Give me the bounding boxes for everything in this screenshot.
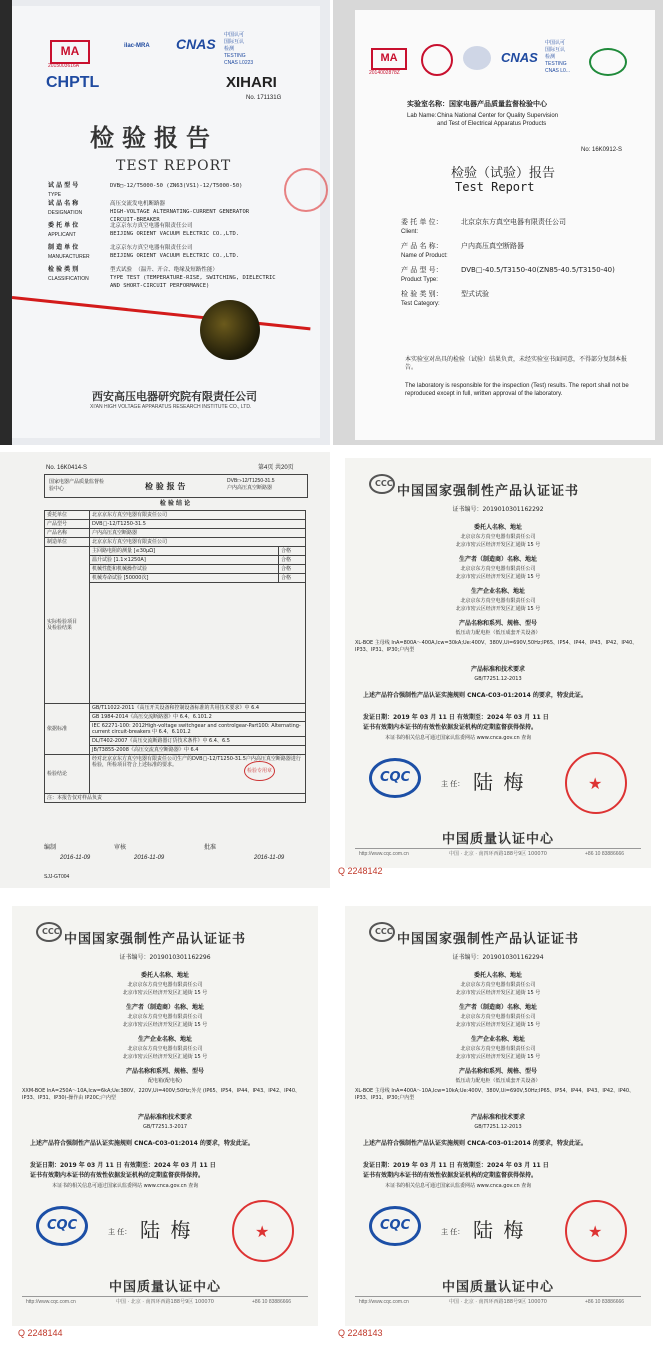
table-row — [45, 511, 306, 520]
cell-result: 合格 — [279, 565, 306, 574]
cell-item: 机械寿命试验 [50000次] — [90, 574, 279, 583]
row-label-en: Client: — [401, 229, 419, 235]
cert-rule: 上述产品符合强制性产品认证实施规则 CNCA-C03-01:2014 的要求，特发此证。 — [363, 1140, 587, 1147]
header-title: 检 验 报 告 — [145, 482, 186, 491]
signer-label: 主 任： — [441, 1228, 465, 1236]
conclusion-header: 检 验 结 论 — [159, 500, 191, 507]
ccc-certificate — [345, 906, 651, 1326]
xihari-logo: XIHARI — [226, 74, 277, 91]
cell-standard: IEC 62271-100: 2012High-voltage switchgear and controlgear-Part100: Alternating-current circuit-breakers 中 6.4、6.101.2 — [90, 722, 306, 737]
report-number: No. 171131G — [246, 95, 282, 101]
cert-product: 配电箱(配电板) — [148, 1078, 182, 1084]
cert-client-addr: 北京市密云区经济开发区汇通街 15 号 — [455, 542, 541, 548]
cert-rule: 上述产品符合强制性产品认证实施规则 CNCA-C03-01:2014 的要求，特发此证。 — [363, 692, 587, 699]
footer-url: http://www.cqc.com.cn — [26, 1299, 76, 1305]
cell-standards-label: 依据标准 — [45, 704, 90, 755]
cnas-logo: CNAS — [176, 36, 216, 52]
sign-date-approve: 2016-11-09 — [254, 855, 285, 861]
national-emblem-logo — [589, 48, 627, 76]
cell-value: DVB□-12/T1250-31.5 — [90, 520, 306, 529]
sign-label-approve: 批准 — [204, 845, 217, 851]
org-name-en: XI'AN HIGH VOLTAGE APPARATUS RESEARCH INSTITUTE CO., LTD. — [90, 404, 252, 410]
certificate-serial: Q 2248142 — [338, 866, 383, 876]
lab-name-cn: 实验室名称：国家电器产品质量监督检验中心 — [407, 100, 547, 108]
cert-factory-addr: 北京市密云区经济开发区汇通街 15 号 — [455, 606, 541, 612]
cert-validity: 证书有效期内本证书的有效性依据发证机构的定期监督获得保持。 — [30, 1172, 205, 1179]
page-footer: SJJ-GT004 — [44, 874, 70, 880]
report-number: No: 16K0912-S — [581, 147, 623, 153]
cert-client-addr: 北京市密云区经济开发区汇通街 15 号 — [122, 990, 208, 996]
cert-product: 低压动力配电柜（低压成套开关设备） — [455, 630, 541, 636]
row-label-cn: 检 验 类 别 — [48, 266, 79, 273]
footer-phone: +86 10 83886666 — [252, 1299, 292, 1305]
footer-divider — [355, 848, 641, 849]
report-cover-xihari — [0, 0, 330, 445]
cert-std-h: 产品标准和技术要求 — [137, 1114, 192, 1121]
cert-std-h: 产品标准和技术要求 — [470, 666, 525, 673]
ccc-logo-icon: CCC — [369, 474, 395, 494]
cert-factory: 北京京东方真空电器有限责任公司 — [460, 598, 536, 604]
footer-address: 中国 · 北京 · 南四环西路188号9区 100070 — [116, 1299, 214, 1305]
table-row — [45, 547, 306, 556]
table-row — [45, 538, 306, 547]
footer-address: 中国 · 北京 · 南四环西路188号9区 100070 — [449, 1299, 547, 1305]
table-row — [45, 704, 306, 713]
cert-product-h: 产品名称和系列、规格、型号 — [458, 1068, 537, 1075]
cell-result: 合格 — [279, 556, 306, 565]
cert-maker-addr: 北京市密云区经济开发区汇通街 15 号 — [455, 1022, 541, 1028]
cqc-logo-icon: CQC — [369, 758, 421, 798]
ilac-logo: ilac-MRA — [124, 43, 150, 49]
cell-item: 主回路电阻的测量 [≤30μΩ] — [90, 547, 279, 556]
sign-date-review: 2016-11-09 — [134, 855, 165, 861]
cert-factory: 北京京东方真空电器有限责任公司 — [127, 1046, 203, 1052]
cert-factory: 北京京东方真空电器有限责任公司 — [460, 1046, 536, 1052]
certificate-serial: Q 2248144 — [18, 1328, 63, 1338]
cert-org: 中国质量认证中心 — [441, 1280, 554, 1295]
conclusion-table — [44, 510, 306, 803]
table-row — [45, 755, 306, 794]
cert-query: 本证书的相关信息可通过国家认监委网站 www.cnca.gov.cn 查询 — [52, 1183, 199, 1189]
row-label-en: Name of Product: — [401, 253, 448, 259]
cqc-seal-stamp: ★ — [565, 1200, 627, 1262]
cert-std: GB/T7251.12-2013 — [474, 1124, 522, 1130]
cert-maker-h: 生产者（制造商）名称、地址 — [125, 1004, 204, 1011]
sign-date-compile: 2016-11-09 — [60, 855, 91, 861]
footer-phone: +86 10 83886666 — [585, 1299, 625, 1305]
cell-remark: 注：本报告仅对样品负责 — [45, 794, 306, 803]
cell-standard: GB 1984-2014《高压交流断路器》中 6.4、6.101.2 — [90, 713, 306, 722]
row-value: 北京京东方真空电器有限责任公司 BEIJING ORIENT VACUUM ELECTRIC CO.,LTD. — [110, 245, 240, 259]
row-value: 北京京东方真空电器有限责任公司 — [461, 218, 566, 226]
cert-product: 低压动力配电柜（低压成套开关设备） — [455, 1078, 541, 1084]
cert-client-h: 委托人名称、地址 — [140, 972, 189, 979]
cert-number: 证书编号：2019010301162294 — [452, 954, 544, 961]
cert-title: 中国国家强制性产品认证证书 — [397, 932, 580, 947]
cnas-side-text: 中国认可 国际互认 检测 TESTING CNAS L0223 — [224, 32, 254, 66]
row-label: 产 品 型 号： — [401, 266, 443, 274]
cert-maker: 北京京东方真空电器有限责任公司 — [127, 1014, 203, 1020]
footer-divider — [355, 1296, 641, 1297]
cert-dates: 发证日期：2019 年 03 月 11 日 有效期至：2024 年 03 月 11 日 — [363, 714, 549, 721]
conclusion-text: 经对北京京东方真空电器有限责任公司生产的DVB□-12/T1250-31.5户内高压真空断路器进行检验，所检项目符合上述标准的要求。 — [92, 756, 301, 768]
sign-label-compile: 编制 — [44, 845, 57, 851]
lab-name-en: China National Center for Quality Supervision and Test of Electrical Apparatus Products — [437, 113, 559, 127]
row-value: 高压交流发电机断路器 HIGH-VOLTAGE ALTERNATING-CURRENT GENERATOR CIRCUIT-BREAKER — [110, 201, 250, 223]
row-label: 委 托 单 位： — [401, 218, 443, 226]
director-signature: 陆 梅 — [473, 770, 526, 794]
cert-title: 中国国家强制性产品认证证书 — [64, 932, 247, 947]
lab-name-en-label: Lab Name: — [407, 113, 437, 119]
cert-spec: XL-BOE 主母线 InA=400A～10A,Icw=10kA;Ue:400V、380V,Ui=690V,50Hz;IP65、IP54、IP44、IP43、IP42、IP40、IP33、IP31、IP30;户内型 — [355, 1088, 635, 1101]
cert-client: 北京京东方真空电器有限责任公司 — [127, 982, 203, 988]
sign-label-review: 审核 — [114, 845, 127, 851]
ca-logo — [421, 44, 453, 76]
footer-url: http://www.cqc.com.cn — [359, 851, 409, 857]
cell-standard: JB/T3855-2008《高压交流真空断路器》中 6.4 — [90, 746, 306, 755]
cqc-logo-icon: CQC — [369, 1206, 421, 1246]
row-label: 检 验 类 别： — [401, 290, 443, 298]
cert-org: 中国质量认证中心 — [108, 1280, 221, 1295]
row-value: 户内高压真空断路器 — [461, 242, 524, 250]
cell-value: 北京京东方真空电器有限责任公司 — [90, 538, 306, 547]
cert-client-h: 委托人名称、地址 — [473, 524, 522, 531]
cert-query: 本证书的相关信息可通过国家认监委网站 www.cnca.gov.cn 查询 — [385, 1183, 532, 1189]
row-label-en: MANUFACTURER — [48, 254, 90, 260]
footer-url: http://www.cqc.com.cn — [359, 1299, 409, 1305]
ccc-logo-icon: CCC — [36, 922, 62, 942]
cert-factory-h: 生产企业名称、地址 — [470, 1036, 525, 1043]
row-label-en: CLASSIFICATION — [48, 276, 89, 282]
cert-maker-h: 生产者（制造商）名称、地址 — [458, 1004, 537, 1011]
cell-label: 委托单位 — [45, 511, 90, 520]
cert-factory-addr: 北京市密云区经济开发区汇通街 15 号 — [455, 1054, 541, 1060]
cert-product-h: 产品名称和系列、规格、型号 — [125, 1068, 204, 1075]
row-label: 产 品 名 称： — [401, 242, 443, 250]
cert-number: 证书编号：2019010301162296 — [119, 954, 211, 961]
cert-spec: XXM-BOE InA=250A～10A,Icw=6kA;Ue:380V、220V,Ui=400V;50Hz;外壳 (IP65、IP54、IP44、IP43、IP42、IP40、IP33、IP31、IP30)-操作由 IP20C;户内型 — [22, 1088, 300, 1101]
cert-maker-h: 生产者（制造商）名称、地址 — [458, 556, 537, 563]
row-value: 型式试验 （温升、开合、绝缘及短路性能） TYPE TEST (TEMPERATURE-RISE, SWITCHING, DIELECTRIC AND SHORT-CIRCUIT PERFORMANCE) — [110, 267, 276, 289]
row-label-en: APPLICANT — [48, 232, 76, 238]
director-signature: 陆 梅 — [473, 1218, 526, 1242]
row-label-cn: 制 造 单 位 — [48, 244, 79, 251]
cert-client-h: 委托人名称、地址 — [473, 972, 522, 979]
cell-label: 制造单位 — [45, 538, 90, 547]
cert-validity: 证书有效期内本证书的有效性依据发证机构的定期监督获得保持。 — [363, 1172, 538, 1179]
chptl-logo: CHPTL — [46, 74, 100, 91]
report-conclusion-page — [0, 452, 330, 888]
cert-query: 本证书的相关信息可通过国家认监委网站 www.cnca.gov.cn 查询 — [385, 735, 532, 741]
cert-factory-h: 生产企业名称、地址 — [137, 1036, 192, 1043]
table-row — [45, 520, 306, 529]
report-title-en: TEST REPORT — [116, 158, 232, 174]
report-cover-national-center — [333, 0, 663, 445]
cell-result: 合格 — [279, 547, 306, 556]
cert-std: GB/T7251.3-2017 — [142, 1124, 188, 1130]
cell-label: 产品名称 — [45, 529, 90, 538]
cert-client: 北京京东方真空电器有限责任公司 — [460, 982, 536, 988]
binder-strip — [0, 0, 12, 445]
cqc-logo-icon: CQC — [36, 1206, 88, 1246]
cert-product-h: 产品名称和系列、规格、型号 — [458, 620, 537, 627]
cqc-seal-stamp: ★ — [565, 752, 627, 814]
row-label-en: Test Category: — [401, 301, 440, 307]
footer-divider — [22, 1296, 308, 1297]
footer-address: 中国 · 北京 · 南四环西路188号9区 100070 — [449, 851, 547, 857]
cert-rule: 上述产品符合强制性产品认证实施规则 CNCA-C03-01:2014 的要求，特发此证。 — [30, 1140, 254, 1147]
row-value: DVB□-40.5/T3150-40(ZN85-40.5/T3150-40) — [461, 266, 615, 274]
cma-number: 2014002878Z — [369, 70, 400, 76]
cert-validity: 证书有效期内本证书的有效性依据发证机构的定期监督获得保持。 — [363, 724, 538, 731]
cell-standard: DL/T402-2007《高压交流断路器订货技术条件》中 6.4、6.5 — [90, 737, 306, 746]
row-value: 北京京东方真空电器有限责任公司 BEIJING ORIENT VACUUM ELECTRIC CO.,LTD. — [110, 223, 240, 237]
cert-spec: XL-BOE 主母线 InA=800A～400A,Icw=30kA;Ue:400V、380V,Ui=690V,50Hz;IP65、IP54、IP44、IP43、IP42、IP40、IP33、IP31、IP30;户内型 — [355, 640, 638, 653]
red-seal-stamp — [284, 168, 328, 212]
row-label-cn: 试 品 名 称 — [48, 200, 79, 207]
row-label-cn: 委 托 单 位 — [48, 222, 79, 229]
header-org: 国家电器产品质量监督检验中心 — [49, 479, 105, 492]
ccc-certificate — [345, 458, 651, 868]
cell-conclusion-label: 检验结论 — [45, 755, 90, 794]
row-label-en: Product Type: — [401, 277, 438, 283]
cert-maker-addr: 北京市密云区经济开发区汇通街 15 号 — [122, 1022, 208, 1028]
cert-std-h: 产品标准和技术要求 — [470, 1114, 525, 1121]
cert-client-addr: 北京市密云区经济开发区汇通街 15 号 — [455, 990, 541, 996]
lab-note-cn: 本实验室对出具的检验（试验）结果负责，未经实验室书面同意，不得部分复制本报告。 — [405, 356, 628, 371]
cert-maker-addr: 北京市密云区经济开发区汇通街 15 号 — [455, 574, 541, 580]
cell-conclusion — [90, 755, 306, 794]
ccc-certificate — [12, 906, 318, 1326]
row-value: DVB□-12/T5000-50 (ZN63(VS1)-12/T5000-50) — [110, 183, 243, 189]
signer-label: 主 任： — [108, 1228, 132, 1236]
cnas-side-text: 中国认可 国际互认 检测 TESTING CNAS L0... — [545, 40, 571, 74]
report-title-cn: 检验报告 — [90, 123, 218, 152]
table-row — [45, 529, 306, 538]
table-row — [45, 794, 306, 803]
cert-org: 中国质量认证中心 — [441, 832, 554, 847]
director-signature: 陆 梅 — [140, 1218, 193, 1242]
cert-maker: 北京京东方真空电器有限责任公司 — [460, 1014, 536, 1020]
cqc-seal-stamp: ★ — [232, 1200, 294, 1262]
org-name-cn: 西安高压电器研究院有限责任公司 — [92, 390, 257, 403]
page-number: 第4页 共20页 — [258, 465, 294, 471]
cert-title: 中国国家强制性产品认证证书 — [397, 484, 580, 499]
cell-label: 产品型号 — [45, 520, 90, 529]
cell-result: 合格 — [279, 574, 306, 583]
report-title-en: Test Report — [455, 180, 535, 194]
cert-std: GB/T7251.12-2013 — [474, 676, 522, 682]
cnas-logo: CNAS — [501, 50, 538, 65]
footer-phone: +86 10 83886666 — [585, 851, 625, 857]
cert-dates: 发证日期：2019 年 03 月 11 日 有效期至：2024 年 03 月 11 日 — [363, 1162, 549, 1169]
row-value: 型式试验 — [461, 290, 489, 298]
cert-factory-h: 生产企业名称、地址 — [470, 588, 525, 595]
cert-factory-addr: 北京市密云区经济开发区汇通街 15 号 — [122, 1054, 208, 1060]
ccc-logo-icon: CCC — [369, 922, 395, 942]
cell-item: 温升试验 [1.1×1250A] — [90, 556, 279, 565]
row-label-cn: 试 品 型 号 — [48, 182, 79, 189]
cert-maker: 北京京东方真空电器有限责任公司 — [460, 566, 536, 572]
signer-label: 主 任： — [441, 780, 465, 788]
cma-logo: MA — [50, 40, 90, 64]
cell-standard: GB/T11022-2011《高压开关设备和控制设备标准的共用技术要求》中 6.4 — [90, 704, 306, 713]
wax-seal — [200, 300, 260, 360]
header-model: DVB□-12/T1250-31.5 户内高压真空断路器 — [227, 478, 275, 491]
cert-dates: 发证日期：2019 年 03 月 11 日 有效期至：2024 年 03 月 11 日 — [30, 1162, 216, 1169]
lab-note-en: The laboratory is responsible for the inspection (Test) results. The report shall not be reproduced except in full, written approval of the laboratory. — [405, 383, 629, 397]
cma-number: 2015003616A — [48, 63, 80, 69]
inspection-stamp: 检验专用章 — [244, 761, 275, 781]
report-title-cn: 检验（试验）报告 — [451, 166, 556, 181]
cma-logo: MA — [371, 48, 407, 70]
cell-items-label: 实际检验项目 及检验结果 — [45, 547, 90, 704]
header-box — [44, 474, 308, 498]
cert-client: 北京京东方真空电器有限责任公司 — [460, 534, 536, 540]
ilac-logo — [463, 46, 491, 70]
report-number: No. 16K0414-S — [46, 465, 88, 471]
cell-value: 户内高压真空断路器 — [90, 529, 306, 538]
cert-number: 证书编号：2019010301162292 — [452, 506, 544, 513]
row-label-en: DESIGNATION — [48, 210, 83, 216]
cell-value: 北京京东方真空电器有限责任公司 — [90, 511, 306, 520]
cell-item: 机械性能和机械操作试验 — [90, 565, 279, 574]
row-label-en: TYPE — [48, 192, 62, 198]
certificate-serial: Q 2248143 — [338, 1328, 383, 1338]
